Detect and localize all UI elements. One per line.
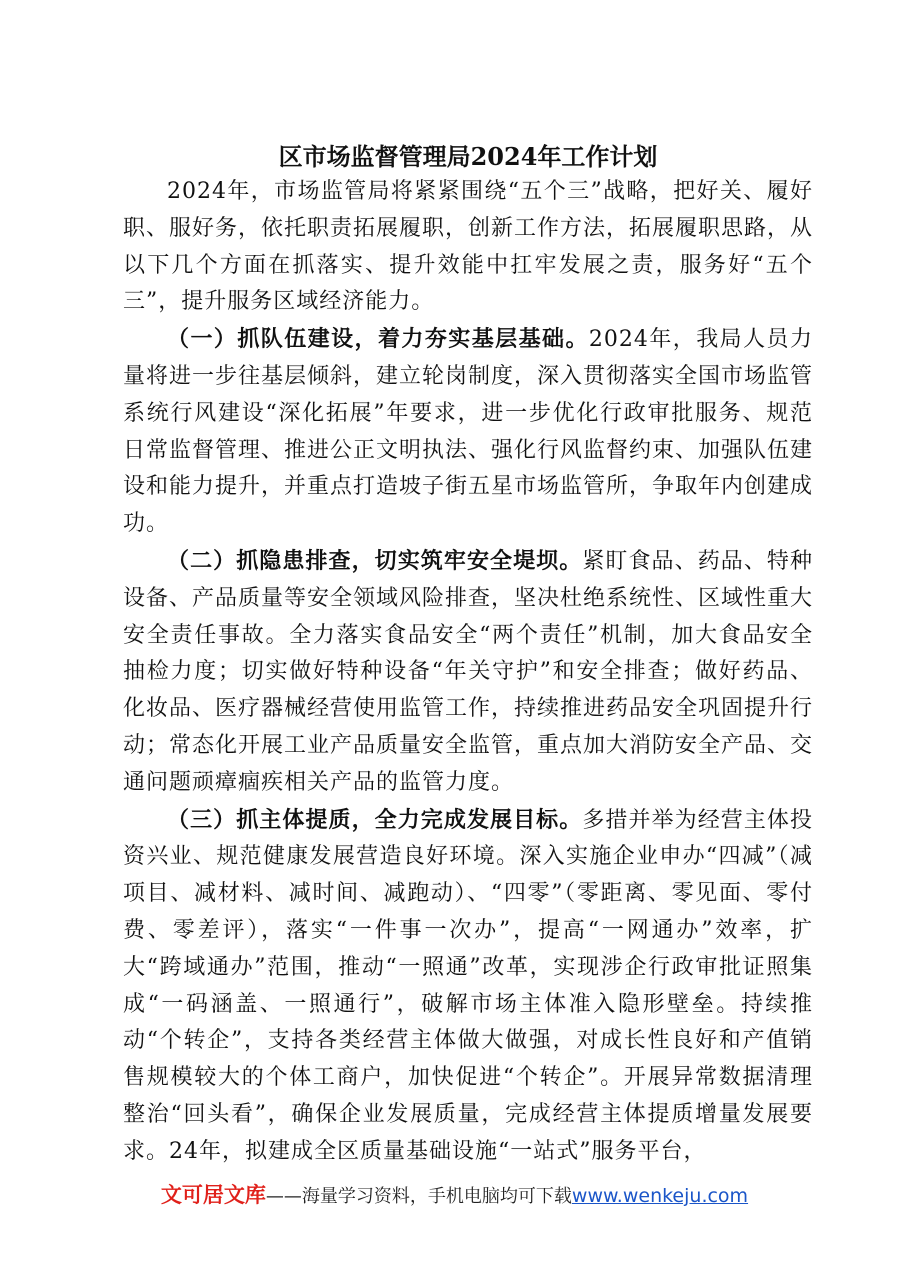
section-1-paragraph	[123, 321, 813, 543]
intro-paragraph: 2024年，市场监管局将紧紧围绕“五个三”战略，把好关、履好职、服好务，依托职责拓展履职，创新工作方法，拓展履职思路，从以下几个方面在抓落实、提升效能中扛牢发展之责，服务好“五个三”，提升服务区域经济能力。	[123, 179, 814, 315]
section-1-body: 2024年，我局人员力量将进一步往基层倾斜，建立轮岗制度，深入贯彻落实全国市场监管系统行风建设“深化拓展”年要求，进一步优化行政审批服务、规范日常监督管理、推进公正文明执法、强化行风监督约束、加强队伍建设和能力提升，并重点打造坡子街五星市场监管所，争取年内创建成功。	[123, 327, 814, 537]
section-1-heading: （一）抓队伍建设，着力夯实基层基础。	[167, 326, 589, 353]
section-2-paragraph	[123, 543, 813, 802]
section-2-heading: （二）抓隐患排查，切实筑牢安全堤坝。	[167, 547, 583, 574]
footer-url-link[interactable]: www.wenkeju.com	[571, 1185, 749, 1207]
section-3-heading: （三）抓主体提质，全力完成发展目标。	[167, 806, 583, 833]
watermark-footer	[0, 1180, 909, 1212]
section-3-paragraph	[123, 802, 813, 1171]
footer-brand: 文可居文库	[160, 1183, 266, 1207]
section-2-body: 紧盯食品、药品、特种设备、产品质量等安全领域风险排查，坚决杜绝系统性、区域性重大安全责任事故。全力落实食品安全“两个责任”机制，加大食品安全抽检力度；切实做好特种设备“年关守护”和安全排查；做好药品、化妆品、医疗器械经营使用监管工作，持续推进药品安全巩固提升行动；常态化开展工业产品质量安全监管，重点加大消防安全产品、交通问题顽瘴痼疾相关产品的监管力度。	[123, 548, 814, 795]
footer-slogan: ——海量学习资料，手机电脑均可下载	[265, 1186, 572, 1207]
section-3-body: 多措并举为经营主体投资兴业、规范健康发展营造良好环境。深入实施企业申办“四减”（减项目、减材料、减时间、减跑动）、“四零”（零距离、零见面、零付费、零差评），落实“一件事一次办”，提高“一网通办”效率，扩大“跨域通办”范围，推动“一照通”改革，实现涉企行政审批证照集成“一码涵盖、一照通行”，破解市场主体准入隐形壁垒。持续推动“个转企”，支持各类经营主体做大做强，对成长性良好和产值销售规模较大的个体工商户，加快促进“个转企”。开展异常数据清理整治“回头看”，确保企业发展质量，完成经营主体提质增量发展要求。24年，拟建成全区质量基础设施“一站式”服务平台，	[123, 807, 813, 1164]
document-title: 区市场监督管理局2024年工作计划	[278, 142, 658, 171]
document-page	[123, 140, 813, 1171]
